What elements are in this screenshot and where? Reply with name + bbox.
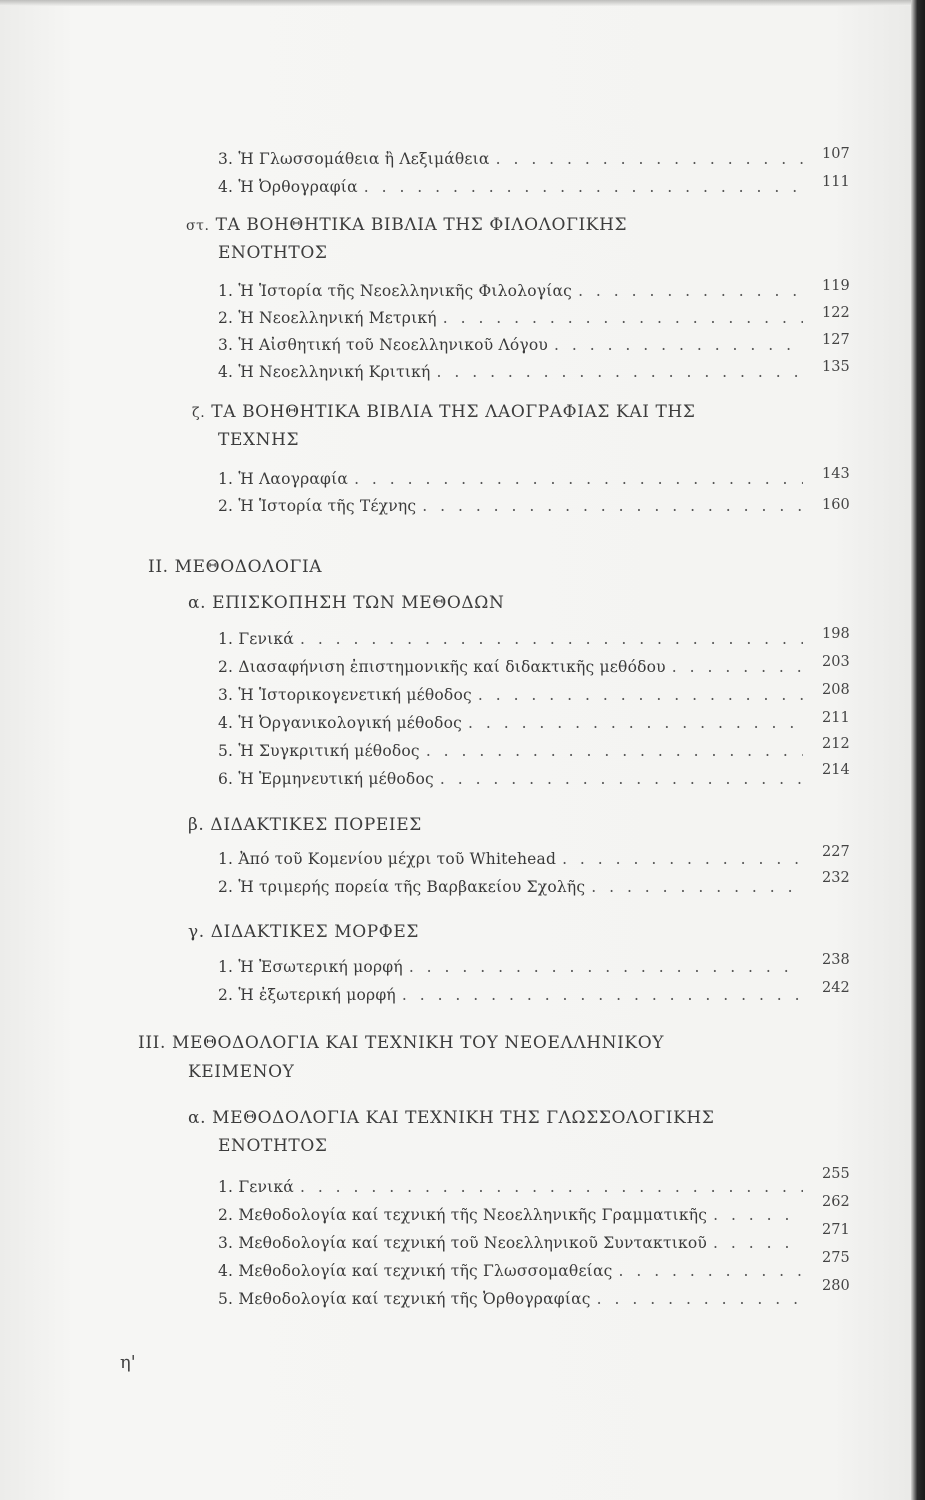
toc-entry-text: 2. Ἡ Ἱστορία τῆς Τέχνης — [218, 497, 417, 515]
leader-dots — [578, 282, 803, 300]
toc-entry — [218, 686, 803, 712]
toc-entry — [218, 309, 803, 335]
toc-entry — [218, 178, 803, 204]
toc-page-number: 255 — [822, 1166, 850, 1182]
toc-entry-text: 2. Ἡ Νεοελληνική Μετρική — [218, 309, 437, 327]
page-top-edge — [0, 0, 925, 6]
toc-entry-text: 3. Μεθοδολογία καί τεχνική τοῦ Νεοελληνικοῦ Συντακτικοῦ — [218, 1234, 708, 1252]
leader-dots — [440, 770, 803, 788]
section-heading-continued: ΕΝΟΤΗΤΟΣ — [218, 1136, 328, 1156]
toc-page-number: 143 — [822, 466, 850, 482]
toc-entry-text: 1. Ἡ Ἐσωτερική μορφή — [218, 958, 403, 976]
leader-dots — [468, 714, 803, 732]
toc-entry — [218, 1234, 803, 1260]
toc-entry — [218, 363, 803, 389]
leader-dots — [409, 958, 803, 976]
toc-entry — [218, 850, 803, 876]
section-heading: α. ΜΕΘΟΔΟΛΟΓΙΑ ΚΑΙ ΤΕΧΝΙΚΗ ΤΗΣ ΓΛΩΣΣΟΛΟΓΙΚΗΣ — [188, 1108, 715, 1128]
section-prefix: στ. — [186, 218, 210, 234]
toc-entry-text: 2. Ἡ ἐξωτερική μορφή — [218, 986, 396, 1004]
toc-page-number: 242 — [822, 980, 850, 996]
leader-dots — [591, 878, 803, 896]
toc-entry — [218, 958, 803, 984]
leader-dots — [672, 658, 803, 676]
page-right-edge — [911, 0, 925, 1500]
section-heading-line: ΤΑ ΒΟΗΘΗΤΙΚΑ ΒΙΒΛΙΑ ΤΗΣ ΛΑΟΓΡΑΦΙΑΣ ΚΑΙ ΤΗΣ — [211, 402, 696, 422]
leader-dots — [300, 1178, 803, 1196]
toc-entry-text: 1. Ἡ Ἱστορία τῆς Νεοελληνικῆς Φιλολογίας — [218, 282, 573, 300]
toc-entry — [218, 630, 803, 656]
toc-entry — [218, 742, 803, 768]
toc-entry-text: 5. Ἡ Συγκριτική μέθοδος — [218, 742, 420, 760]
section-heading: β. ΔΙΔΑΚΤΙΚΕΣ ΠΟΡΕΙΕΣ — [188, 815, 422, 835]
toc-page-number: 160 — [822, 497, 850, 513]
toc-entry — [218, 470, 803, 496]
part-title: II. ΜΕΘΟΔΟΛΟΓΙΑ — [148, 557, 323, 577]
toc-page-number: 212 — [822, 736, 850, 752]
toc-entry-text: 5. Μεθοδολογία καί τεχνική τῆς Ὀρθογραφίας — [218, 1290, 591, 1308]
toc-entry — [218, 986, 803, 1012]
leader-dots — [619, 1262, 804, 1280]
toc-entry — [218, 282, 803, 308]
toc-page-number: 275 — [822, 1250, 850, 1266]
toc-entry-text: 1. Ἡ Λαογραφία — [218, 470, 349, 488]
leader-dots — [478, 686, 803, 704]
toc-entry — [218, 336, 803, 362]
section-heading-continued: ΕΝΟΤΗΤΟΣ — [218, 243, 328, 263]
folio-number: η' — [120, 1352, 136, 1373]
leader-dots — [554, 336, 803, 354]
leader-dots — [364, 178, 803, 196]
part-title: III. ΜΕΘΟΔΟΛΟΓΙΑ ΚΑΙ ΤΕΧΝΙΚΗ ΤΟΥ ΝΕΟΕΛΛΗΝΙΚΟΥ — [138, 1033, 665, 1053]
leader-dots — [426, 742, 803, 760]
toc-entry — [218, 1178, 803, 1204]
part-title-continued: ΚΕΙΜΕΝΟΥ — [188, 1062, 295, 1082]
leader-dots — [437, 363, 803, 381]
section-heading-line: ΤΑ ΒΟΗΘΗΤΙΚΑ ΒΙΒΛΙΑ ΤΗΣ ΦΙΛΟΛΟΓΙΚΗΣ — [215, 215, 628, 235]
toc-page-number: 122 — [822, 305, 850, 321]
toc-page-number: 198 — [822, 626, 850, 642]
section-heading — [186, 215, 627, 235]
toc-page-number: 111 — [822, 174, 850, 190]
toc-entry-text: 2. Μεθοδολογία καί τεχνική τῆς Νεοελληνικῆς Γραμματικῆς — [218, 1206, 708, 1224]
toc-page-number: 280 — [822, 1278, 850, 1294]
toc-page-number: 271 — [822, 1222, 850, 1238]
toc-entry-text: 3. Ἡ Γλωσσομάθεια ἢ Λεξιμάθεια — [218, 150, 490, 168]
toc-page-number: 238 — [822, 952, 850, 968]
leader-dots — [354, 470, 803, 488]
toc-entry — [218, 497, 803, 523]
leader-dots — [443, 309, 803, 327]
toc-entry — [218, 1262, 803, 1288]
toc-entry — [218, 1290, 803, 1316]
leader-dots — [422, 497, 803, 515]
toc-page-number: 227 — [822, 844, 850, 860]
toc-page-number: 127 — [822, 332, 850, 348]
section-heading — [192, 402, 696, 422]
toc-page-number: 262 — [822, 1194, 850, 1210]
toc-page-number: 107 — [822, 146, 850, 162]
toc-page-number: 119 — [822, 278, 850, 294]
toc-entry-text: 4. Ἡ Ὀρθογραφία — [218, 178, 358, 196]
toc-entry-text: 2. Ἡ τριμερής πορεία τῆς Βαρβακείου Σχολῆς — [218, 878, 586, 896]
leader-dots — [562, 850, 803, 868]
section-heading-continued: ΤΕΧΝΗΣ — [218, 430, 300, 450]
toc-entry-text: 6. Ἡ Ἑρμηνευτική μέθοδος — [218, 770, 434, 788]
toc-page-number: 203 — [822, 654, 850, 670]
leader-dots — [713, 1234, 803, 1252]
section-heading: γ. ΔΙΔΑΚΤΙΚΕΣ ΜΟΡΦΕΣ — [188, 922, 419, 942]
toc-page-number: 135 — [822, 359, 850, 375]
toc-entry-text: 2. Διασαφήνιση ἐπιστημονικῆς καί διδακτικῆς μεθόδου — [218, 658, 666, 676]
toc-page-number: 208 — [822, 682, 850, 698]
toc-entry-text: 1. Ἀπό τοῦ Κομενίου μέχρι τοῦ Whitehead — [218, 850, 557, 868]
toc-entry — [218, 770, 803, 796]
leader-dots — [713, 1206, 803, 1224]
leader-dots — [597, 1290, 803, 1308]
toc-entry — [218, 714, 803, 740]
toc-entry — [218, 878, 803, 904]
leader-dots — [496, 150, 803, 168]
toc-entry — [218, 658, 803, 684]
section-heading: α. ΕΠΙΣΚΟΠΗΣΗ ΤΩΝ ΜΕΘΟΔΩΝ — [188, 593, 505, 613]
toc-entry — [218, 150, 803, 176]
toc-entry-text: 3. Ἡ Ἱστορικογενετική μέθοδος — [218, 686, 472, 704]
toc-entry — [218, 1206, 803, 1232]
toc-entry-text: 3. Ἡ Αἰσθητική τοῦ Νεοελληνικοῦ Λόγου — [218, 336, 549, 354]
toc-entry-text: 4. Ἡ Ὀργανικολογική μέθοδος — [218, 714, 463, 732]
toc-entry-text: 4. Μεθοδολογία καί τεχνική τῆς Γλωσσομαθείας — [218, 1262, 613, 1280]
leader-dots — [402, 986, 803, 1004]
section-prefix: ζ. — [192, 405, 206, 421]
leader-dots — [300, 630, 803, 648]
toc-entry-text: 4. Ἡ Νεοελληνική Κριτική — [218, 363, 431, 381]
toc-page-number: 211 — [822, 710, 850, 726]
toc-entry-text: 1. Γενικά — [218, 630, 294, 648]
toc-page-number: 232 — [822, 870, 850, 886]
toc-entry-text: 1. Γενικά — [218, 1178, 294, 1196]
toc-page-number: 214 — [822, 762, 850, 778]
